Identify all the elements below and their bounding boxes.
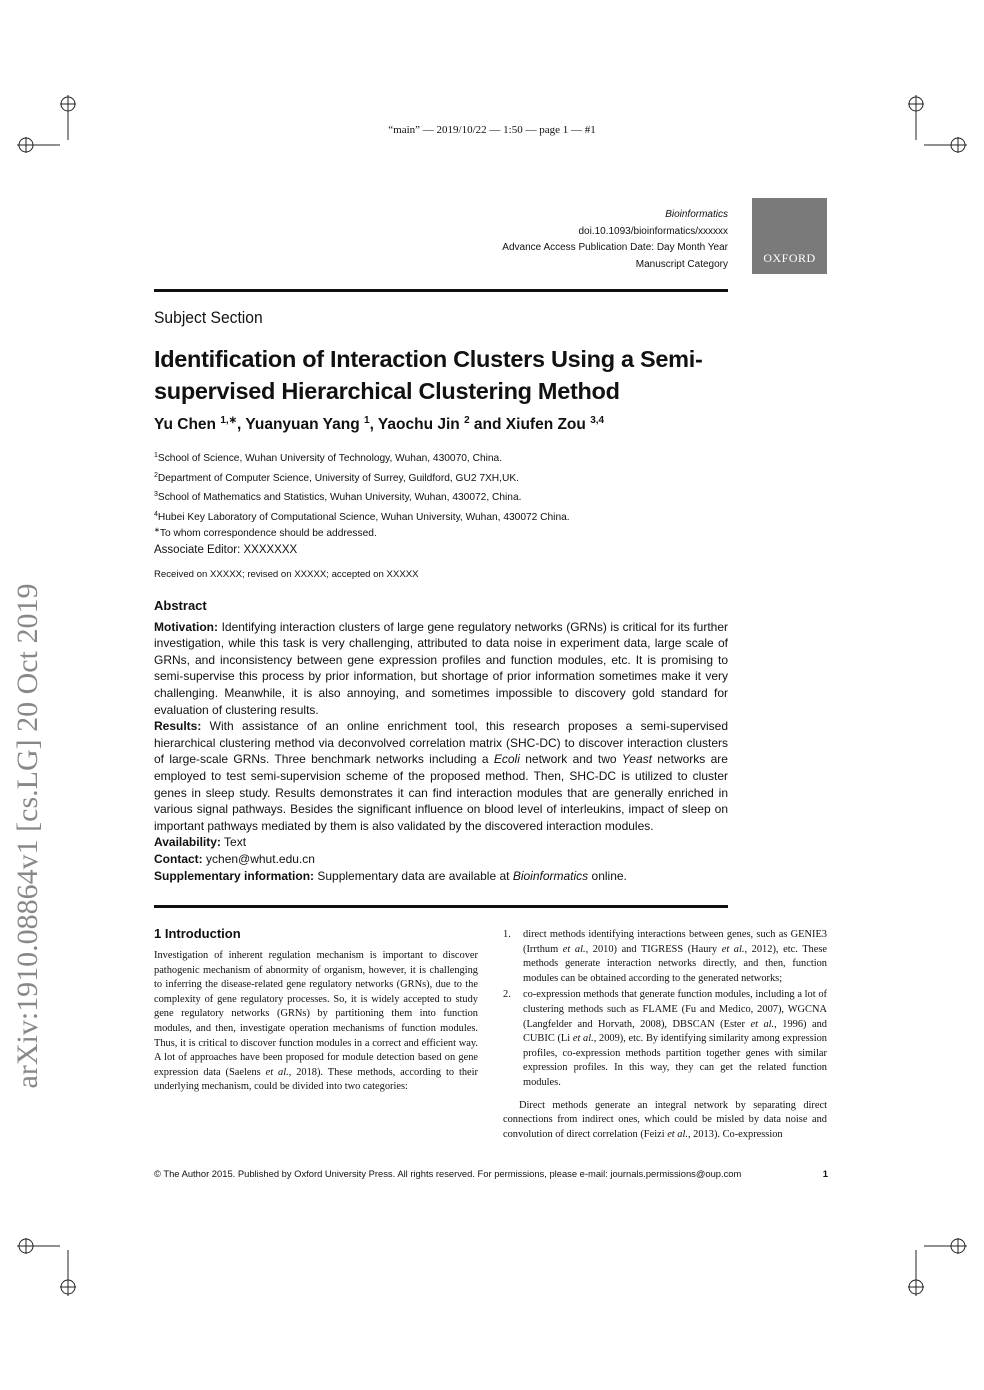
affiliations — [154, 448, 570, 526]
copyright-notice: © The Author 2015. Published by Oxford University Press. All rights reserved. For permissions, please e-mail: journals.permissions@oup.com — [154, 1168, 742, 1179]
correspondence-note — [154, 526, 377, 539]
publication-date: Advance Access Publication Date: Day Month Year — [502, 242, 728, 254]
author-name: Yaochu Jin — [377, 416, 460, 433]
intro-paragraph-2: Direct methods generate an integral network by separating direct connections from indirect ones, which could be misled by data noise and convolution of direct correlation (Feizi et al., 2013). Co-expression — [503, 1099, 827, 1140]
intro-paragraph: Investigation of inherent regulation mechanism is important to discover pathogenic mechanism of abnormity of organism, however, it is challenging to inferring the disease-related gene regulatory networks (GRNs), due to the complexity of gene regulatory processes. So, it is widely accepted to study gene regulatory networks (GRNs) by partitioning them into function modules, and then, investigate operation mechanisms of function modules. Thus, it is critical to discover function modules in a correct and efficient way. A lot of approaches have been proposed for module detection based on gene expression data (Saelens et al., 2018). These methods, according to their underlying mechanism, could be divided into two categories: — [154, 950, 478, 1093]
affiliation: $^1$School of Science, Wuhan University of Technology, Wuhan, 430070, China. — [154, 452, 503, 464]
page-footer — [154, 1168, 828, 1179]
correspondence-text: To whom correspondence should be addressed. — [159, 528, 377, 539]
publisher-logo — [752, 198, 827, 274]
author-name: Xiufen Zou — [505, 416, 586, 433]
author-name: Yu Chen — [154, 416, 217, 433]
running-head: “main” — 2019/10/22 — 1:50 — page 1 — #1 — [388, 124, 596, 136]
journal-name: Bioinformatics — [665, 209, 728, 220]
list-item: 2. co-expression methods that generate function modules, including a lot of clustering methods such as FLAME (Fu and Medico, 2007), WGCNA (Langfelder and Horvath, 2008), DBSCAN (Ester et al., 1996) and CUBIC (Li et al., 2009), etc. By identifying similarity among expression profiles, co-expression methods partition together genes with similar expression profiles. In this way, they can get the related function modules. — [503, 989, 827, 1088]
author-separator: , — [369, 416, 378, 433]
crop-mark-bottom-left — [17, 1238, 76, 1296]
page-number: 1 — [822, 1168, 828, 1179]
arxiv-stamp: arXiv:1910.08864v1 [cs.LG] 20 Oct 2019 — [11, 583, 44, 1089]
author-separator: and — [469, 416, 506, 433]
abstract-rule — [154, 905, 728, 908]
method-categories-list — [503, 928, 827, 1091]
affiliation: $^3$School of Mathematics and Statistics, Wuhan University, Wuhan, 430072, China. — [154, 491, 522, 503]
author-affiliation-mark: 1,∗ — [220, 415, 238, 426]
author-affiliation-mark: 3,4 — [590, 415, 605, 426]
received-dates: Received on XXXXX; revised on XXXXX; accepted on XXXXX — [154, 569, 419, 580]
abstract-motivation: Motivation: Identifying interaction clusters of large gene regulatory networks (GRNs) is critical for its further investigation, while this task is very challenging, attributed to data noise in experiment data, large scale of GRNs, and inconsistency between gene expression profiles and function modules, etc. It is promising to semi-supervise this process by prior information, but shortage of prior information sometimes make it very challenging. Meanwhile, it is also annoying, and sometimes impossible to discovery gold standard for evaluation of clustering results. — [154, 619, 728, 717]
correspondence-mark: ∗ — [154, 527, 160, 534]
author-separator: , — [237, 416, 246, 433]
abstract-supplementary: Supplementary information: Supplementary data are available at Bioinformatics online. — [154, 868, 627, 883]
contact-email[interactable]: ychen@whut.edu.cn — [206, 851, 315, 866]
author-list — [154, 415, 604, 434]
introduction-left-column — [154, 926, 478, 1095]
abstract — [154, 598, 728, 884]
list-item: 1. direct methods identifying interactions between genes, such as GENIE3 (Irrthum et al., 2010) and TIGRESS (Haury et al., 2012), etc. These methods generate interaction networks directly, and then, function modules can be obtained according to the generated networks; — [503, 929, 827, 984]
abstract-results: Results: With assistance of an online enrichment tool, this research proposes a semi-supervised hierarchical clustering method via deconvolved correlation matrix (SHC-DC) to discover interaction clusters of large-scale GRNs. Three benchmark networks including a Ecoli network and two Yeast networks are employed to test semi-supervision scheme of the proposed method. Then, SHC-DC is utilized to cluster genes in sleep study. Results demonstrates it can find interaction modules that are generally enriched in various signal pathways. Besides the significant influence on blood level of interleukins, impact of sleep on important pathways mediated by them is also validated by the discovered interaction modules. — [154, 719, 729, 833]
doi: doi.10.1093/bioinformatics/xxxxxx — [578, 225, 728, 237]
journal-info — [368, 207, 728, 273]
author-name: Yuanyuan Yang — [245, 416, 360, 433]
paper-title: Identification of Interaction Clusters Using a Semi-supervised Hierarchical Clustering Method — [154, 346, 703, 404]
header-rule — [154, 289, 728, 292]
affiliation: $^2$Department of Computer Science, University of Surrey, Guildford, GU2 7XH,UK. — [154, 471, 519, 484]
author-affiliation-mark: 2 — [464, 415, 470, 426]
abstract-availability: Availability: Text — [154, 835, 247, 850]
abstract-contact: Contact: ychen@whut.edu.cn — [154, 851, 315, 866]
subject-section: Subject Section — [154, 308, 263, 327]
associate-editor: Associate Editor: XXXXXXX — [154, 544, 298, 556]
publisher-logo-text: OXFORD — [763, 251, 816, 265]
section-heading: 1 Introduction — [154, 926, 241, 941]
author-affiliation-mark: 1 — [364, 415, 370, 426]
introduction-right-column — [503, 928, 827, 1142]
abstract-heading: Abstract — [154, 598, 207, 613]
crop-mark-bottom-right — [908, 1238, 967, 1296]
affiliation: $^4$Hubei Key Laboratory of Computational Science, Wuhan University, Wuhan, 430072 China. — [154, 510, 570, 523]
manuscript-category: Manuscript Category — [635, 258, 728, 270]
